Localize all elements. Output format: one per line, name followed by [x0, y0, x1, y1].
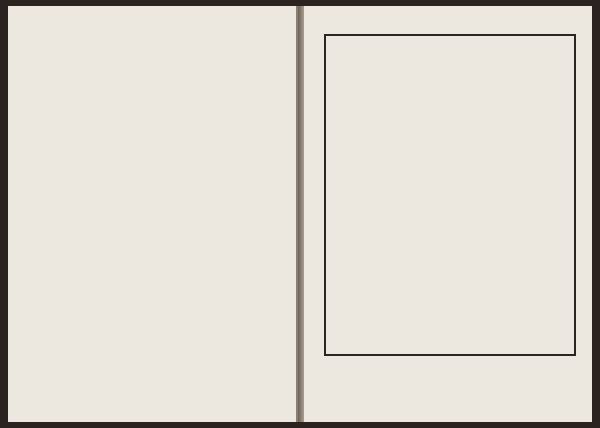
life-grid-box	[324, 34, 576, 356]
book-spread	[8, 6, 592, 422]
left-page	[8, 6, 298, 422]
right-page	[304, 6, 592, 422]
